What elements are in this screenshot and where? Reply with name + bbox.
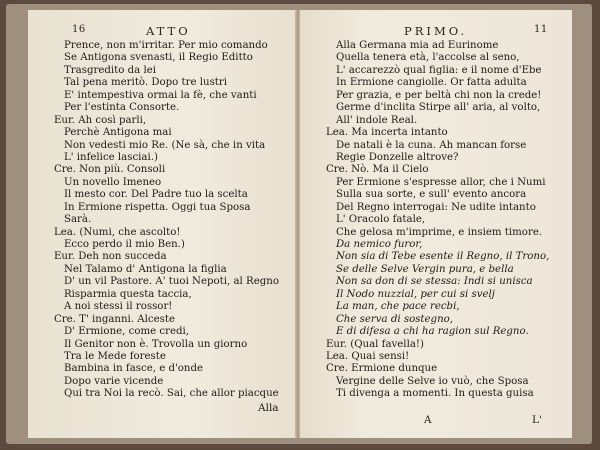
text-line: Cre. Nò. Ma il Cielo xyxy=(326,164,429,176)
text-line: Tal pena meritò. Dopo tre lustri xyxy=(64,77,228,89)
text-line: La man, che pace recbi, xyxy=(336,301,460,313)
text-line: Dopo varie vicende xyxy=(64,375,164,387)
text-line: Alla Germana mia ad Eurinome xyxy=(336,40,499,51)
text-line: Non sa don di se stessa: Indi si unisca xyxy=(336,276,533,288)
text-line: Non vedesti mio Re. (Ne sà, che in vita xyxy=(64,139,266,151)
text-line: Ecco perdo il mio Ben.) xyxy=(64,239,185,250)
text-line: Qui tra Noi la recò. Sai, che allor piacque xyxy=(64,388,279,400)
text-line: D' Ermione, come credi, xyxy=(64,326,190,338)
text-line: Bambina in fasce, e d'onde xyxy=(64,363,204,375)
text-line: Se delle Selve Vergin pura, e bella xyxy=(336,263,514,275)
text-line: Quella tenera età, l'accolse al seno, xyxy=(336,52,520,64)
text-line: Tra le Mede foreste xyxy=(64,350,166,362)
text-line: Cre. T' inganni. Alceste xyxy=(54,313,175,325)
text-line: Non sia di Tebe esente il Regno, il Trono, xyxy=(336,251,550,263)
text-line: Sulla sua sorte, e sull' evento ancora xyxy=(336,189,527,201)
text-line: De natali è la cuna. Ah mancan forse xyxy=(336,139,527,151)
text-line: Il mesto cor. Del Padre tuo la scelta xyxy=(64,189,248,201)
text-line: Da nemico furor, xyxy=(336,239,423,250)
text-line: Lea. Ma incerta intanto xyxy=(326,127,448,139)
right-text-block xyxy=(326,40,549,401)
text-line: Lea. Quai sensi! xyxy=(326,350,410,362)
text-line: Del Regno interrogai: Ne udite intanto xyxy=(336,201,536,213)
text-line: Regie Donzelle altrove? xyxy=(336,151,459,163)
text-line: All' indole Real. xyxy=(336,114,418,126)
text-line: Prence, non m'irritar. Per mio comando xyxy=(64,40,268,51)
text-line: Trasgredito da lei xyxy=(64,64,157,76)
right-page-number: 11 xyxy=(534,24,548,35)
text-line: Germe d'inclita Stirpe all' aria, al volto, xyxy=(336,102,541,114)
text-line: Eur. Ah così parli, xyxy=(54,114,147,126)
text-line: Ti divenga a momenti. In questa guisa xyxy=(336,388,534,400)
text-line: A noi stessi il rossor! xyxy=(64,301,173,313)
text-line: E' intempestiva ormai la fè, che vanti xyxy=(64,89,257,101)
text-line: Un novello Imeneo xyxy=(64,176,162,188)
text-line: Cre. Non più. Consoli xyxy=(54,164,166,176)
text-line: Cre. Ermione dunque xyxy=(326,363,438,375)
text-line: Il Genitor non è. Trovolla un giorno xyxy=(64,338,248,350)
text-line: Lea. (Numi, che ascolto! xyxy=(54,226,181,238)
text-line: L' Oracolo fatale, xyxy=(336,214,426,226)
text-line: Se Antigona svenasti, il Regio Editto xyxy=(64,52,253,64)
text-line: Per Ermione s'espresse allor, che i Numi xyxy=(336,176,546,188)
left-page-number: 16 xyxy=(72,24,86,35)
left-catchword: Alla xyxy=(258,402,279,414)
left-running-title: ATTO xyxy=(146,24,191,38)
text-line: Vergine delle Selve io vuò, che Sposa xyxy=(336,375,529,387)
right-page xyxy=(300,10,572,438)
text-line: Risparmia questa taccia, xyxy=(64,288,192,300)
text-line: Eur. Deh non succeda xyxy=(54,251,167,263)
text-line: Nel Talamo d' Antigona la figlia xyxy=(64,263,227,275)
text-line: Sarà. xyxy=(64,214,92,226)
left-page xyxy=(28,10,296,438)
text-line: L' infelice lasciai.) xyxy=(64,151,158,163)
text-line: In Ermione rispetta. Oggi tua Sposa xyxy=(64,201,251,213)
text-line: In Ermione cangiolle. Or fatta adulta xyxy=(336,77,527,89)
text-line: Per grazia, e per beltà chi non la crede! xyxy=(336,89,542,101)
text-line: Che serva di sostegno, xyxy=(336,313,454,325)
right-signature-mark: A xyxy=(424,414,432,426)
text-line: Perchè Antigona mai xyxy=(64,127,172,139)
text-line: D' un vil Pastore. A' tuoi Nepoti, al Regno xyxy=(64,276,279,288)
text-line: Il Nodo nuzzial, per cui si svelj xyxy=(336,288,495,300)
right-running-title: PRIMO. xyxy=(404,24,468,38)
text-line: Eur. (Qual favella!) xyxy=(326,338,424,350)
left-text-block xyxy=(54,40,279,401)
text-line: Per l'estinta Consorte. xyxy=(64,102,180,114)
text-line: E di difesa a chi ha ragion sul Regno. xyxy=(336,326,529,338)
text-line: L' accarezzò qual figlia: e il nome d'Ebe xyxy=(336,64,542,76)
text-line: Che gelosa m'imprime, e insiem timore. xyxy=(336,226,543,238)
right-catchword: L' xyxy=(532,414,542,426)
